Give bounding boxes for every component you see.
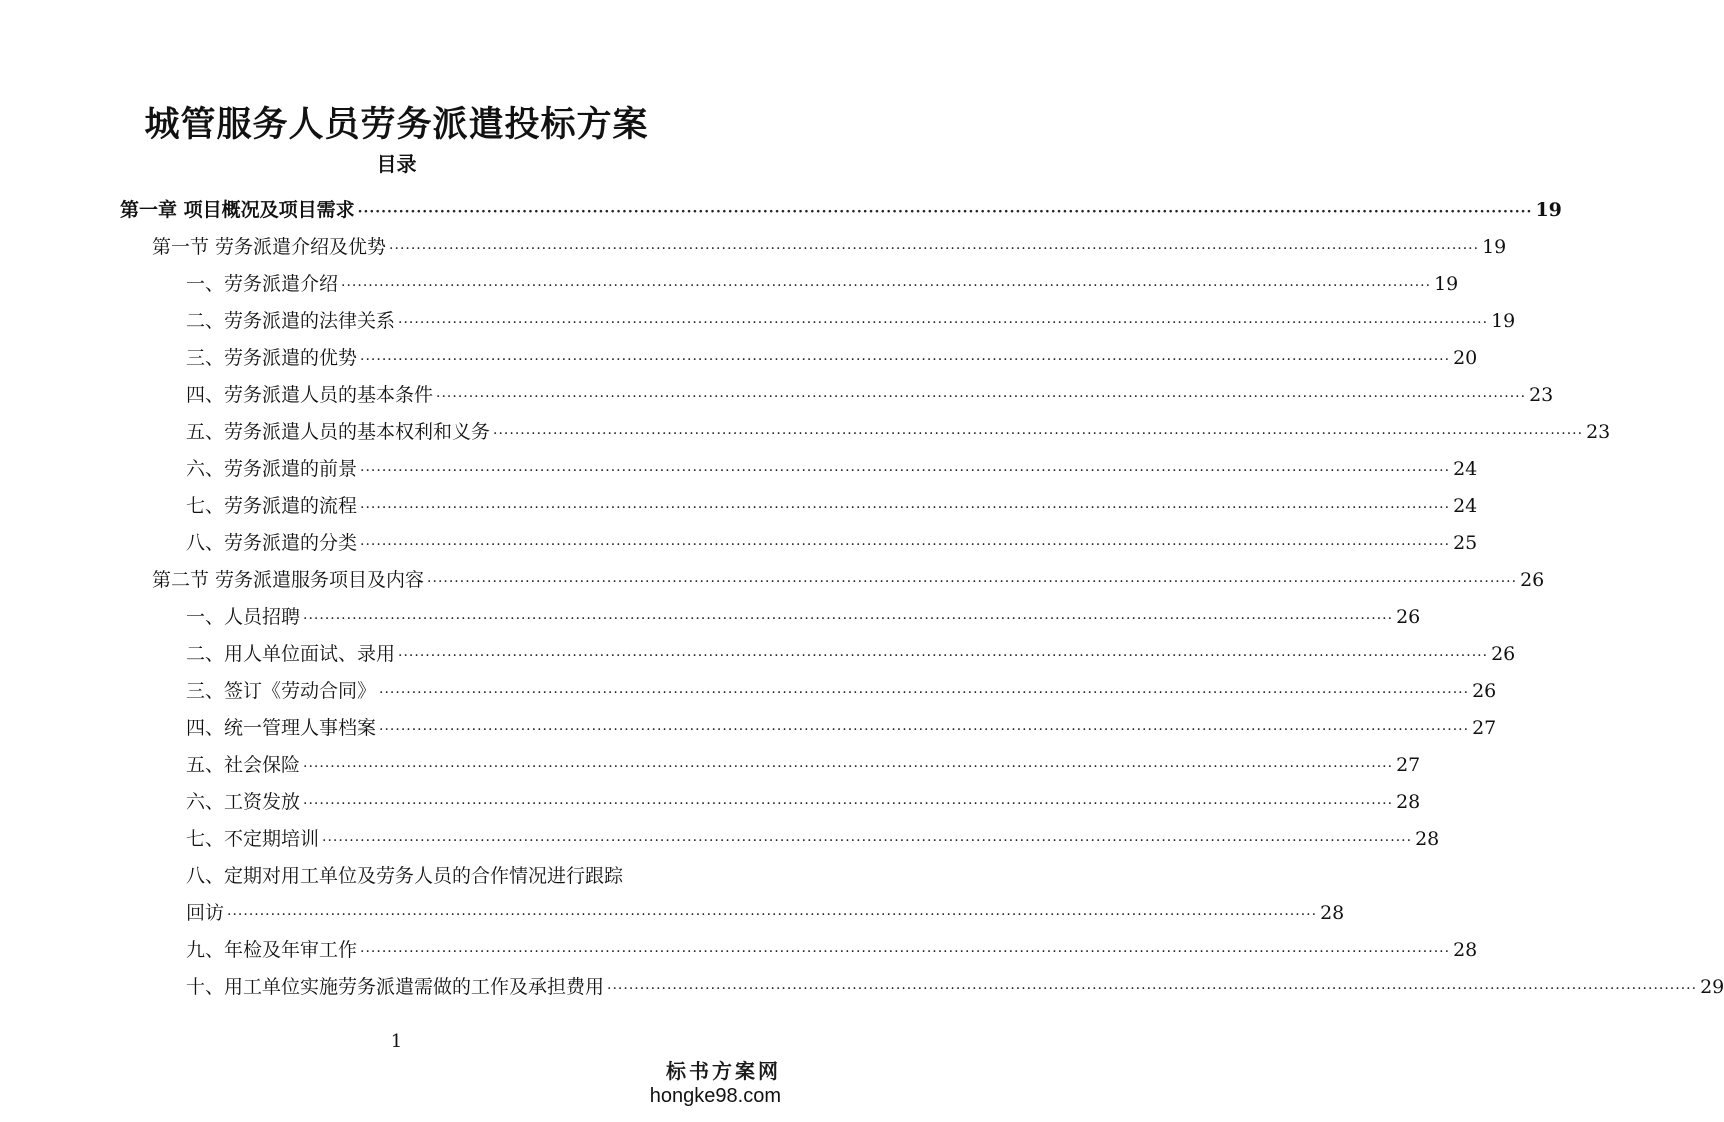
toc-entry-label: 四、劳务派遣人员的基本条件	[186, 384, 434, 406]
toc-leader-dots: ········································································································································································································	[436, 389, 1527, 405]
toc-entry-page: 27	[1472, 717, 1497, 739]
toc-entry-label: 八、定期对用工单位及劳务人员的合作情况进行跟踪	[186, 865, 624, 887]
toc-entry-label: 第一章 项目概况及项目需求	[120, 199, 355, 221]
toc-leader-dots: ········································································································································································································	[360, 500, 1451, 516]
toc-entry-page: 26	[1491, 643, 1516, 665]
toc-leader-dots: ········································································································································································································	[360, 352, 1451, 368]
toc-entry-label: 五、社会保险	[186, 754, 301, 776]
toc-entry-label: 一、人员招聘	[186, 606, 301, 628]
toc-entry-label: 十、用工单位实施劳务派遣需做的工作及承担费用	[186, 976, 605, 998]
toc-entry[interactable]	[186, 673, 1497, 710]
toc-leader-dots: ········································································································································································································	[379, 685, 1470, 701]
toc-entry[interactable]	[152, 229, 1507, 266]
page-number: 1	[390, 1031, 403, 1052]
toc-entry[interactable]	[186, 414, 1611, 451]
toc-entry-page: 19	[1491, 310, 1516, 332]
toc-entry[interactable]	[186, 969, 1724, 1006]
toc-entry-page: 19	[1482, 236, 1507, 258]
toc-entry-label: 三、劳务派遣的优势	[186, 347, 358, 369]
toc-entry-page: 26	[1472, 680, 1497, 702]
toc-leader-dots: ········································································································································································································	[357, 204, 1533, 220]
toc-entry-label: 八、劳务派遣的分类	[186, 532, 358, 554]
toc-entry[interactable]	[186, 784, 1421, 821]
toc-entry-label: 六、工资发放	[186, 791, 301, 813]
watermark-url: hongke98.com	[649, 1085, 781, 1107]
toc-entry[interactable]	[152, 562, 1545, 599]
toc-entry[interactable]	[186, 932, 1478, 969]
toc-leader-dots: ········································································································································································································	[607, 981, 1698, 997]
toc-entry-label: 四、统一管理人事档案	[186, 717, 377, 739]
toc-entry[interactable]	[186, 599, 1421, 636]
toc-entry-label: 三、签订《劳动合同》	[186, 680, 377, 702]
watermark	[631, 1058, 781, 1108]
toc-entry-page: 28	[1320, 902, 1345, 924]
toc-entry-page: 24	[1453, 458, 1478, 480]
toc-entry-page: 23	[1586, 421, 1611, 443]
toc-entry[interactable]	[186, 488, 1478, 525]
toc-leader-dots: ········································································································································································································	[493, 426, 1584, 442]
toc-leader-dots: ········································································································································································································	[360, 537, 1451, 553]
toc-entry-label: 第二节 劳务派遣服务项目及内容	[152, 569, 425, 591]
toc-leader-dots: ········································································································································································································	[227, 907, 1318, 923]
toc-entry-page: 25	[1453, 532, 1478, 554]
toc-entry-page: 19	[1535, 199, 1562, 221]
toc-entry[interactable]	[186, 747, 1421, 784]
toc-entry[interactable]	[186, 710, 1497, 747]
toc-entry-label: 九、年检及年审工作	[186, 939, 358, 961]
toc-entry-label: 二、用人单位面试、录用	[186, 643, 396, 665]
toc-leader-dots: ········································································································································································································	[427, 574, 1518, 590]
toc-entry[interactable]	[186, 377, 1554, 414]
toc-leader-dots: ········································································································································································································	[389, 241, 1480, 257]
toc-leader-dots: ········································································································································································································	[360, 944, 1451, 960]
watermark-title: 标书方案网	[666, 1059, 781, 1083]
toc-entry-page: 28	[1415, 828, 1440, 850]
toc-entry[interactable]	[186, 340, 1478, 377]
toc-entry[interactable]	[120, 192, 1562, 229]
toc-entry-page: 24	[1453, 495, 1478, 517]
toc-entry[interactable]	[186, 525, 1478, 562]
page-title: 城管服务人员劳务派遣投标方案	[144, 104, 649, 145]
toc-entry[interactable]	[186, 636, 1516, 673]
toc-leader-dots: ········································································································································································································	[398, 648, 1489, 664]
toc-leader-dots: ········································································································································································································	[379, 722, 1470, 738]
toc-entry-page: 29	[1700, 976, 1724, 998]
toc-leader-dots: ········································································································································································································	[360, 463, 1451, 479]
toc-leader-dots: ········································································································································································································	[322, 833, 1413, 849]
toc-leader-dots: ········································································································································································································	[303, 759, 1394, 775]
toc-entry-label: 二、劳务派遣的法律关系	[186, 310, 396, 332]
toc-leader-dots: ········································································································································································································	[303, 611, 1394, 627]
toc-entry[interactable]	[186, 451, 1478, 488]
toc-entry-label: 一、劳务派遣介绍	[186, 273, 339, 295]
toc-entry-page: 26	[1396, 606, 1421, 628]
toc-entry-label: 第一节 劳务派遣介绍及优势	[152, 236, 387, 258]
toc-entry-page: 19	[1434, 273, 1459, 295]
toc-entry-label: 六、劳务派遣的前景	[186, 458, 358, 480]
toc-entry[interactable]	[186, 266, 1459, 303]
toc-entry-page: 23	[1529, 384, 1554, 406]
toc-leader-dots: ········································································································································································································	[303, 796, 1394, 812]
toc-entry-label: 回访	[186, 902, 225, 924]
toc-leader-dots: ········································································································································································································	[341, 278, 1432, 294]
toc-entry-label: 五、劳务派遣人员的基本权利和义务	[186, 421, 491, 443]
toc-entry-continuation[interactable]	[186, 895, 1345, 932]
toc-entry-page: 28	[1396, 791, 1421, 813]
toc-entry-label: 七、劳务派遣的流程	[186, 495, 358, 517]
toc-entry-page: 20	[1453, 347, 1478, 369]
toc-entry[interactable]	[186, 821, 1440, 858]
toc-entry[interactable]	[186, 858, 673, 895]
toc-entry-page: 26	[1520, 569, 1545, 591]
toc-entry-page: 28	[1453, 939, 1478, 961]
toc-entry[interactable]	[186, 303, 1516, 340]
toc-entry-label: 七、不定期培训	[186, 828, 320, 850]
toc-entry-page: 27	[1396, 754, 1421, 776]
toc-heading: 目录	[376, 152, 417, 176]
toc-leader-dots: ········································································································································································································	[398, 315, 1489, 331]
